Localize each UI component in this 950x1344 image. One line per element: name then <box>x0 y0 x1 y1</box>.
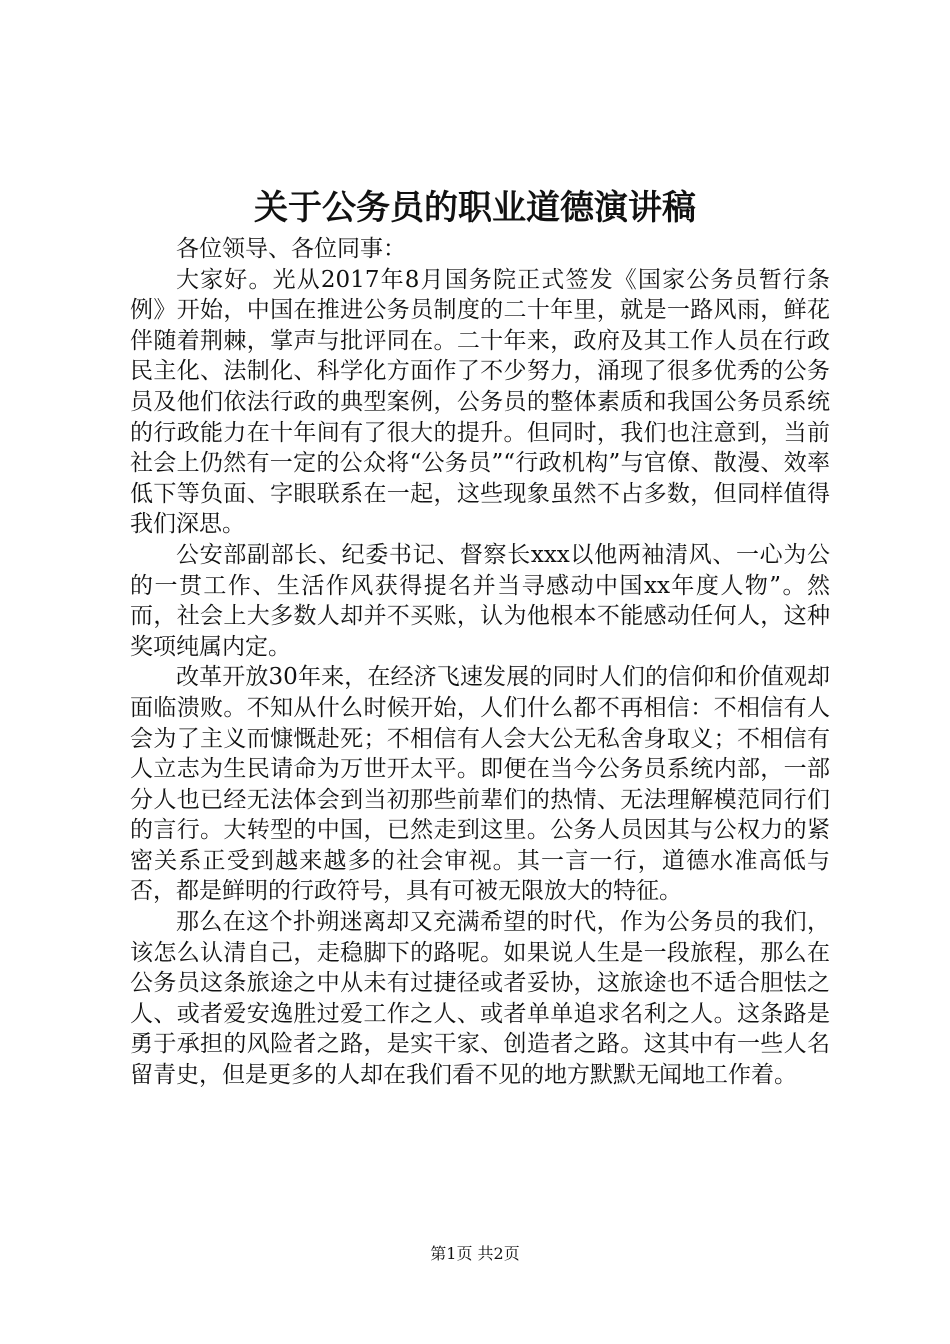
salutation-paragraph: 各位领导、各位同事： <box>176 236 406 262</box>
document-title: 关于公务员的职业道德演讲稿 <box>254 188 696 228</box>
body-paragraph: 改革开放30年来，在经济飞速发展的同时人们的信仰和价值观却面临溃败。不知从什么时候开始，人们什么都不再相信：不相信有人会为了主义而慷慨赴死；不相信有人会大公无私舍身取义；不相信有人立志为生民请命为万世开太平。即便在当今公务员系统内部，一部分人也已经无法体会到当初那些前辈们的热情、无法理解模范同行们的言行。大转型的中国，已然走到这里。公务人员因其与公权力的紧密关系正受到越来越多的社会审视。其一言一行，道德水准高低与否，都是鲜明的行政符号，具有可被无限放大的特征。 <box>130 664 830 905</box>
body-paragraph: 公安部副部长、纪委书记、督察长xxx以他两袖清风、一心为公的一贯工作、生活作风获得提名并当寻感动中国xx年度人物”。然而，社会上大多数人却并不买账，认为他根本不能感动任何人，这种奖项纯属内定。 <box>130 541 830 660</box>
document-body <box>130 234 830 1091</box>
body-paragraph: 那么在这个扑朔迷离却又充满希望的时代，作为公务员的我们，该怎么认清自己，走稳脚下的路呢。如果说人生是一段旅程，那么在公务员这条旅途之中从未有过捷径或者妥协，这旅途也不适合胆怯之人、或者爱安逸胜过爱工作之人、或者单单追求名利之人。这条路是勇于承担的风险者之路，是实干家、创造者之路。这其中有一些人名留青史，但是更多的人却在我们看不见的地方默默无闻地工作着。 <box>130 909 830 1089</box>
body-paragraph: 大家好。光从2017年8月国务院正式签发《国家公务员暂行条例》开始，中国在推进公务员制度的二十年里，就是一路风雨，鲜花伴随着荆棘，掌声与批评同在。二十年来，政府及其工作人员在行政民主化、法制化、科学化方面作了不少努力，涌现了很多优秀的公务员及他们依法行政的典型案例，公务员的整体素质和我国公务员系统的行政能力在十年间有了很大的提升。但同时，我们也注意到，当前社会上仍然有一定的公众将“公务员”“行政机构”与官僚、散漫、效率低下等负面、字眼联系在一起，这些现象虽然不占多数，但同样值得我们深思。 <box>130 266 830 538</box>
page-footer: 第1页 共2页 <box>430 1244 520 1263</box>
